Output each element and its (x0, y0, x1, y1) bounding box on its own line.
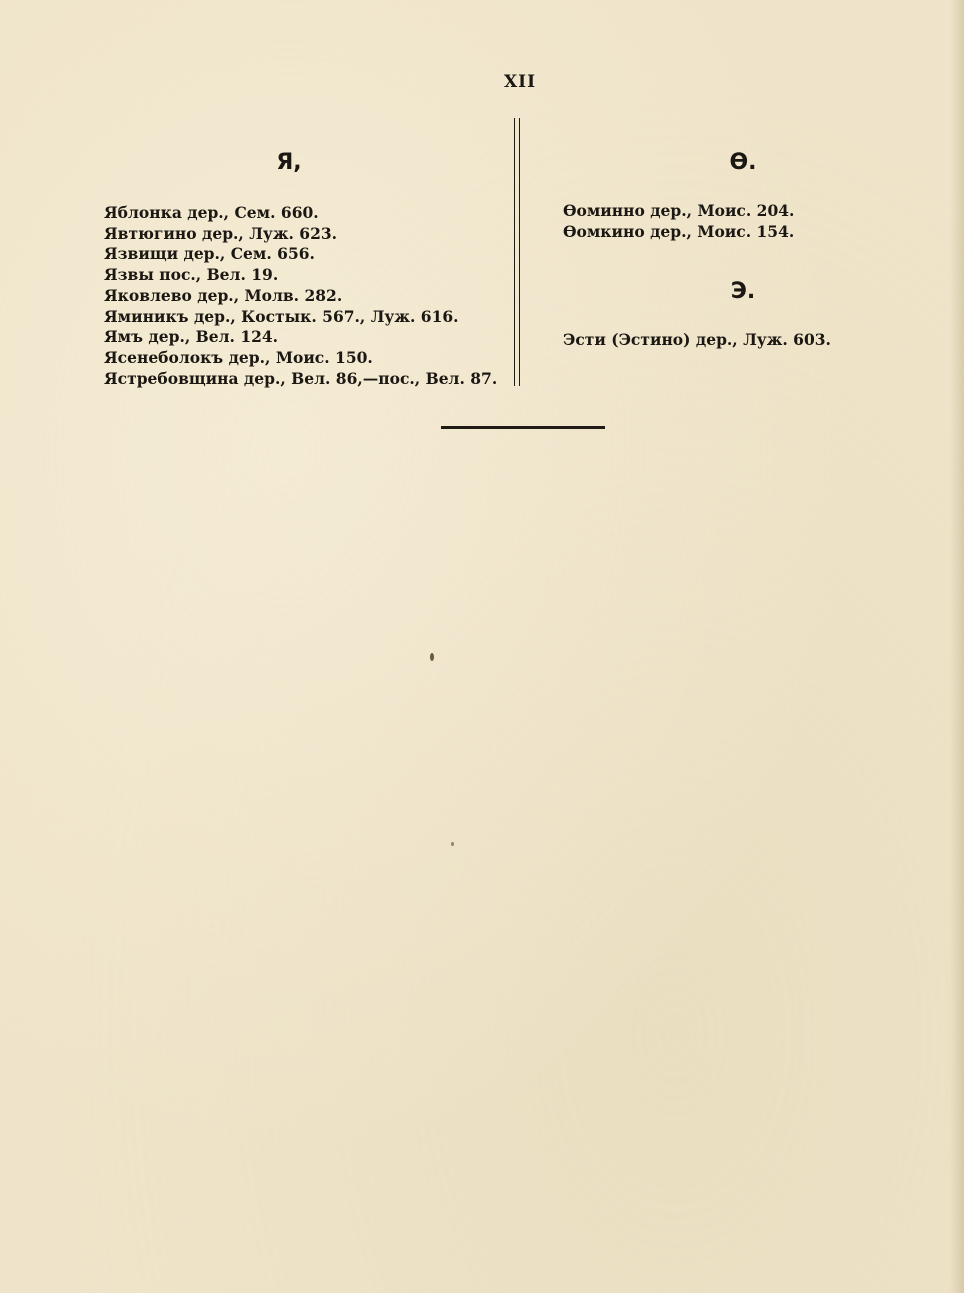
index-entry: Ѳоминно дер., Моис. 204. (563, 201, 795, 220)
index-entry: Явтюгино дер., Луж. 623. (104, 223, 338, 243)
entry-list-e (563, 329, 893, 350)
ink-speck (430, 653, 434, 661)
index-entry: Яковлево дер., Молв. 282. (104, 285, 343, 305)
index-entry: Эсти (Эстино) дер., Луж. 603. (563, 330, 831, 349)
index-entry: Язвищи дер., Сем. 656. (104, 244, 315, 264)
index-column-ya (104, 150, 504, 389)
entry-list-ya (104, 203, 504, 389)
ink-speck (451, 842, 454, 846)
page-number: XII (503, 72, 537, 92)
column-divider (514, 118, 520, 386)
section-letter-e: Э. (730, 279, 756, 304)
section-letter-fita: Ѳ. (729, 150, 757, 175)
entry-list-fita (563, 200, 893, 242)
page-edge-shadow (950, 0, 964, 1293)
index-entry: Ѳомкино дер., Моис. 154. (563, 222, 795, 241)
index-entry: Яминикъ дер., Костык. 567., Луж. 616. (104, 306, 459, 326)
index-entry: Яблонка дер., Сем. 660. (104, 203, 319, 222)
index-entry: Ямъ дер., Вел. 124. (104, 327, 279, 347)
index-entry: Ястребовщина дер., Вел. 86,—пос., Вел. 87. (104, 368, 498, 388)
section-letter-ya: Я, (276, 150, 302, 175)
index-column-fita-e (563, 150, 893, 350)
index-entry: Язвы пос., Вел. 19. (104, 265, 279, 285)
end-rule (441, 426, 605, 429)
index-entry: Ясенеболокъ дер., Моис. 150. (104, 347, 373, 367)
